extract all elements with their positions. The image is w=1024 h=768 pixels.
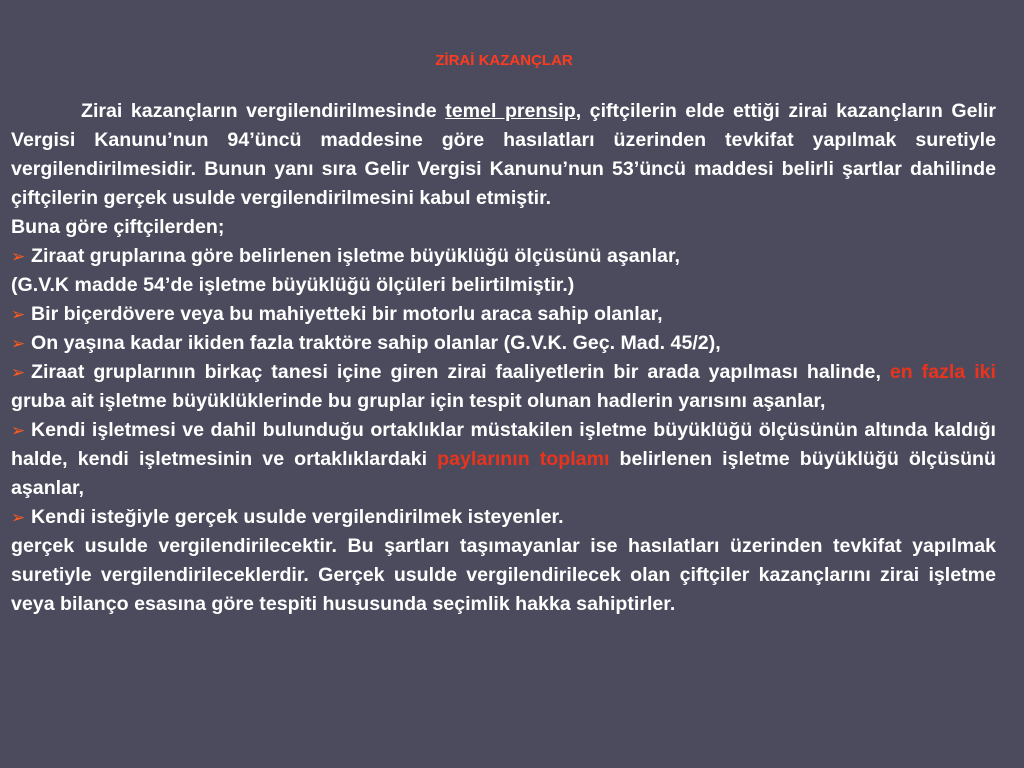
highlighted-text: paylarının toplamı [437, 448, 610, 470]
lead-line: Buna göre çiftçilerden; [11, 216, 225, 238]
intro-paragraph [11, 97, 996, 213]
arrow-bullet-icon: ➢ [11, 305, 26, 324]
list-item [11, 329, 996, 358]
slide-body [11, 97, 996, 619]
bullet-text: Kendi isteğiyle gerçek usulde vergilendirilmek isteyenler. [31, 506, 564, 528]
arrow-bullet-icon: ➢ [11, 421, 26, 440]
list-item [11, 503, 996, 532]
intro-underlined-term: temel prensip [445, 100, 576, 122]
bullet-text: Kendi işletmesi ve dahil bulunduğu ortaklıklar müstakilen işletme büyüklüğü ölçüsünün altında kaldığı halde, kendi işletmesinin ve ortaklıklardaki [11, 419, 996, 470]
slide-title: ZİRAİ KAZANÇLAR [435, 52, 573, 69]
list-item [11, 358, 996, 416]
list-item [11, 300, 996, 329]
arrow-bullet-icon: ➢ [11, 363, 26, 382]
bullet-text: belirlenen işletme büyüklüğü ölçüsünü aşanlar, [11, 448, 996, 499]
arrow-bullet-icon: ➢ [11, 247, 26, 266]
closing-paragraph: gerçek usulde vergilendirilecektir. Bu şartları taşımayanlar ise hasılatları üzerinden tevkifat yapılmak suretiyle vergilendirileceklerdir. Gerçek usulde vergilendirilecek olan çiftçiler kazançlarını zirai işletme veya bilanço esasına göre tespiti hususunda seçimlik hakka sahiptirler. [11, 535, 996, 615]
bullet-text: Ziraat gruplarına göre belirlenen işletme büyüklüğü ölçüsünü aşanlar, [31, 245, 680, 267]
bullet-note: (G.V.K madde 54’de işletme büyüklüğü ölçüleri belirtilmiştir.) [11, 274, 575, 296]
bullet-text: gruba ait işletme büyüklüklerinde bu gruplar için tespit olunan hadlerin yarısını aşanlar, [11, 390, 826, 412]
list-item [11, 416, 996, 503]
intro-text-start: Zirai kazançların vergilendirilmesinde [81, 100, 446, 122]
bullet-text: On yaşına kadar ikiden fazla traktöre sahip olanlar (G.V.K. Geç. Mad. 45/2), [31, 332, 721, 354]
list-item [11, 242, 996, 271]
bullet-text: Ziraat gruplarının birkaç tanesi içine giren zirai faaliyetlerin bir arada yapılması halinde, [31, 361, 890, 383]
arrow-bullet-icon: ➢ [11, 334, 26, 353]
highlighted-text: en fazla iki [889, 361, 996, 383]
bullet-text: Bir biçerdövere veya bu mahiyetteki bir motorlu araca sahip olanlar, [31, 303, 663, 325]
intro-text-end: , çiftçilerin elde ettiği zirai kazançların Gelir Vergisi Kanunu’nun 94’üncü maddesine göre hasılatları üzerinden tevkifat yapılmak suretiyle vergilendirilmesidir. Bunun yanı sıra Gelir Vergisi Kanunu’nun 53’üncü maddesi belirli şartlar dahilinde çiftçilerin gerçek usulde vergilendirilmesini kabul etmiştir. [11, 100, 996, 209]
arrow-bullet-icon: ➢ [11, 508, 26, 527]
